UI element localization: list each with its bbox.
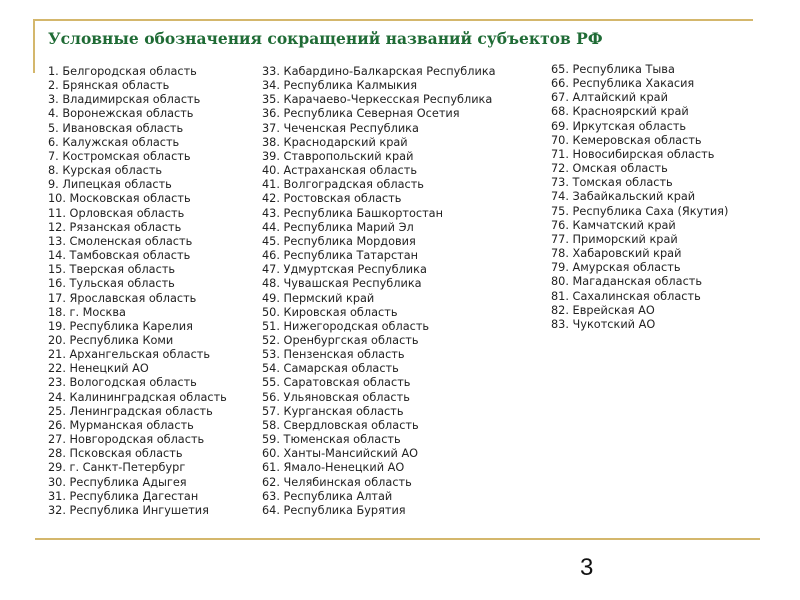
region-list-item: 58. Свердловская область <box>262 418 419 432</box>
region-list-item: 72. Омская область <box>551 162 668 176</box>
region-list-item: 36. Республика Северная Осетия <box>262 107 460 121</box>
region-list-item: 60. Ханты-Мансийский АО <box>262 447 419 461</box>
region-list-item: 61. Ямало-Ненецкий АО <box>262 461 405 475</box>
region-list-item: 35. Карачаево-Черкесская Республика <box>262 93 493 107</box>
region-list-item: 6. Калужская область <box>48 135 180 149</box>
region-list-item: 45. Республика Мордовия <box>262 234 416 248</box>
region-list-item: 31. Республика Дагестан <box>48 489 199 503</box>
region-list-item: 25. Ленинградская область <box>48 404 213 418</box>
region-list-item: 33. Кабардино-Балкарская Республика <box>262 65 496 78</box>
region-list-item: 40. Астраханская область <box>262 164 417 178</box>
region-list-item: 43. Республика Башкортостан <box>262 206 443 220</box>
region-list-item: 74. Забайкальский край <box>551 190 696 204</box>
region-list-item: 57. Курганская область <box>262 404 404 418</box>
region-list-item: 3. Владимирская область <box>48 93 201 107</box>
region-list-item: 32. Республика Ингушетия <box>48 503 209 517</box>
region-list-item: 24. Калининградская область <box>48 390 227 404</box>
region-list-item: 27. Новгородская область <box>48 433 205 447</box>
region-list-item: 54. Самарская область <box>262 362 399 376</box>
region-list-item: 7. Костромская область <box>48 149 191 163</box>
top-rule <box>33 19 753 21</box>
region-list-item: 66. Республика Хакасия <box>551 77 695 91</box>
region-list-item: 9. Липецкая область <box>48 178 172 192</box>
region-list-item: 51. Нижегородская область <box>262 319 430 333</box>
region-list-item: 47. Удмуртская Республика <box>262 263 427 277</box>
region-list-item: 23. Вологодская область <box>48 376 197 390</box>
region-list-item: 10. Московская область <box>48 192 191 206</box>
region-list-item: 77. Приморский край <box>551 232 678 246</box>
region-list-item: 63. Республика Алтай <box>262 489 393 503</box>
region-list-item: 44. Республика Марий Эл <box>262 220 414 234</box>
region-list-item: 59. Тюменская область <box>262 433 401 447</box>
region-list-item: 13. Смоленская область <box>48 234 193 248</box>
region-list-item: 80. Магаданская область <box>551 275 703 289</box>
slide-title: Условные обозначения сокращений названий субъектов РФ <box>48 29 603 48</box>
region-list-item: 26. Мурманская область <box>48 418 194 432</box>
region-list-item: 78. Хабаровский край <box>551 247 682 261</box>
region-list-item: 62. Челябинская область <box>262 475 412 489</box>
region-list-item: 65. Республика Тыва <box>551 63 675 76</box>
region-list-item: 67. Алтайский край <box>551 91 668 105</box>
region-list-item: 16. Тульская область <box>48 277 175 291</box>
left-rule <box>33 19 35 73</box>
region-list-item: 34. Республика Калмыкия <box>262 79 418 93</box>
region-list-item: 46. Республика Татарстан <box>262 249 419 263</box>
region-list-item: 22. Ненецкий АО <box>48 362 149 376</box>
region-list-item: 5. Ивановская область <box>48 121 184 135</box>
region-list-item: 42. Ростовская область <box>262 192 402 206</box>
region-list-item: 29. г. Санкт-Петербург <box>48 461 186 475</box>
region-list-item: 75. Республика Саха (Якутия) <box>551 204 729 218</box>
region-list-item: 1. Белгородская область <box>48 65 197 78</box>
region-list-item: 64. Республика Бурятия <box>262 503 406 517</box>
region-list-column-3 <box>551 63 728 332</box>
region-list-item: 50. Кировская область <box>262 305 398 319</box>
region-list-item: 82. Еврейская АО <box>551 303 655 317</box>
region-list-item: 39. Ставропольский край <box>262 149 414 163</box>
region-list-item: 81. Сахалинская область <box>551 289 701 303</box>
region-list-item: 76. Камчатский край <box>551 218 676 232</box>
region-list-item: 11. Орловская область <box>48 206 185 220</box>
region-list-item: 4. Воронежская область <box>48 107 194 121</box>
region-list-item: 56. Ульяновская область <box>262 390 410 404</box>
region-list-item: 15. Тверская область <box>48 263 176 277</box>
region-list-column-1 <box>48 65 227 518</box>
region-list-item: 52. Оренбургская область <box>262 333 419 347</box>
region-list-item: 68. Красноярский край <box>551 105 689 119</box>
bottom-rule <box>35 538 760 540</box>
region-list-item: 2. Брянская область <box>48 79 170 93</box>
region-list-item: 41. Волгоградская область <box>262 178 424 192</box>
region-list-item: 53. Пензенская область <box>262 348 405 362</box>
region-list-item: 20. Республика Коми <box>48 333 174 347</box>
region-list-item: 28. Псковская область <box>48 447 183 461</box>
region-list-item: 21. Архангельская область <box>48 348 211 362</box>
region-list-item: 19. Республика Карелия <box>48 319 193 333</box>
region-list-item: 71. Новосибирская область <box>551 147 715 161</box>
region-list-column-2 <box>262 65 496 518</box>
region-list-item: 17. Ярославская область <box>48 291 197 305</box>
region-list-item: 38. Краснодарский край <box>262 135 408 149</box>
region-list-item: 8. Курская область <box>48 164 163 178</box>
region-list-item: 48. Чувашская Республика <box>262 277 422 291</box>
region-list-item: 70. Кемеровская область <box>551 133 702 147</box>
region-list-item: 69. Иркутская область <box>551 119 687 133</box>
region-list-item: 37. Чеченская Республика <box>262 121 419 135</box>
page-number: 3 <box>580 554 594 581</box>
region-list-item: 55. Саратовская область <box>262 376 411 390</box>
region-list-item: 49. Пермский край <box>262 291 375 305</box>
region-list-item: 83. Чукотский АО <box>551 317 656 331</box>
region-list-item: 73. Томская область <box>551 176 673 190</box>
region-list-item: 14. Тамбовская область <box>48 249 191 263</box>
region-list-item: 30. Республика Адыгея <box>48 475 187 489</box>
region-list-item: 79. Амурская область <box>551 261 681 275</box>
region-list-item: 18. г. Москва <box>48 305 126 319</box>
region-list-item: 12. Рязанская область <box>48 220 182 234</box>
